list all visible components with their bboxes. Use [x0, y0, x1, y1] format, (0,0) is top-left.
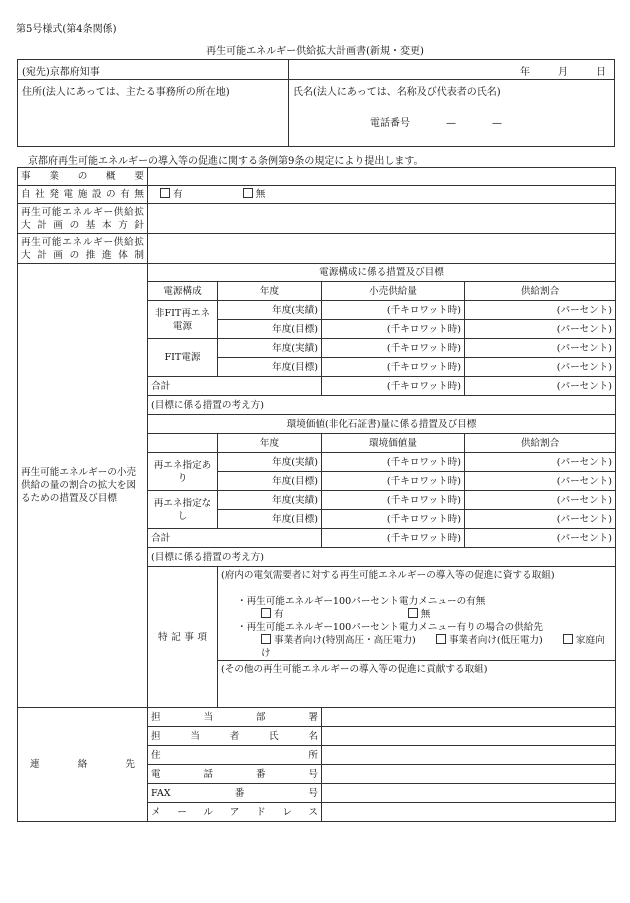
opt3-label: 家庭向け — [261, 635, 605, 659]
opt1-checkbox[interactable] — [261, 634, 271, 644]
special-line2: (その他の再生可能エネルギーの導入等の促進に貢献する取組) — [221, 664, 488, 675]
own-gen-no-checkbox[interactable] — [243, 188, 253, 198]
env-note[interactable]: (目標に係る措置の考え方) — [148, 548, 616, 567]
supply-unit[interactable]: (千キロワット時) — [322, 358, 465, 377]
contact-fax-field[interactable] — [322, 784, 616, 803]
amount-unit[interactable]: (千キロワット時) — [322, 453, 465, 472]
measures-label: 再生可能エネルギーの小売供給の量の割合の拡大を図るための措置及び目標 — [18, 264, 148, 708]
contact-label: 連絡先 — [18, 708, 148, 822]
ratio-unit[interactable]: (パーセント) — [465, 320, 616, 339]
contact-person-label: 担当者氏名 — [148, 727, 322, 746]
env-total-label: 合計 — [148, 529, 322, 548]
own-gen-yes-checkbox[interactable] — [160, 188, 170, 198]
opt2-label: 事業者向け(低圧電力) — [448, 635, 543, 646]
designated-yes-label: 再エネ指定あり — [148, 453, 218, 491]
env-col-ratio: 供給割合 — [465, 434, 616, 453]
year-target[interactable]: 年度(目標) — [218, 320, 322, 339]
promo-system-label: 再生可能エネルギー供給拡大計画の推進体制 — [18, 234, 148, 264]
own-gen-yes-label: 有 — [173, 189, 183, 200]
menu-yes-checkbox[interactable] — [261, 608, 271, 618]
plan-table — [17, 167, 616, 822]
address-label: 住所(法人にあっては、主たる事務所の所在地) — [22, 87, 230, 98]
supply-unit[interactable]: (千キロワット時) — [322, 320, 465, 339]
year-target[interactable]: 年度(目標) — [218, 472, 322, 491]
date-month: 月 — [558, 67, 568, 78]
power-note[interactable]: (目標に係る措置の考え方) — [148, 396, 616, 415]
contact-person-field[interactable] — [322, 727, 616, 746]
col-year: 年度 — [218, 282, 322, 301]
supply-unit[interactable]: (千キロワット時) — [322, 301, 465, 320]
own-gen-label: 自社発電施設の有無 — [18, 186, 148, 204]
menu-yes-label: 有 — [274, 609, 284, 620]
special-field — [218, 567, 616, 708]
col-source: 電源構成 — [148, 282, 218, 301]
ratio-unit[interactable]: (パーセント) — [465, 472, 616, 491]
year-actual[interactable]: 年度(実績) — [218, 453, 322, 472]
amount-unit[interactable]: (千キロワット時) — [322, 472, 465, 491]
contact-dept-label: 担当部署 — [148, 708, 322, 727]
contact-phone-label: 電話番号 — [148, 765, 322, 784]
ratio-unit[interactable]: (パーセント) — [465, 358, 616, 377]
date-field[interactable] — [492, 63, 606, 78]
amount-unit[interactable]: (千キロワット時) — [322, 529, 465, 548]
phone-sep-1: — — [446, 118, 456, 129]
special-line1: (府内の電気需要者に対する再生可能エネルギーの導入等の促進に資する取組) — [221, 570, 555, 581]
phone-sep-2: — — [492, 118, 502, 129]
basic-policy-field[interactable] — [148, 204, 616, 234]
ratio-unit[interactable]: (パーセント) — [465, 510, 616, 529]
ratio-unit[interactable]: (パーセント) — [465, 491, 616, 510]
form-number: 第5号様式(第4条関係) — [16, 24, 117, 35]
contact-email-label: メールアドレス — [148, 803, 322, 822]
addressee: (宛先)京都府知事 — [22, 67, 100, 78]
phone-label: 電話番号 — [370, 118, 410, 129]
special-label: 特記事項 — [148, 567, 218, 708]
own-gen-field — [148, 186, 616, 204]
form-title: 再生可能エネルギー供給拡大計画書(新規・変更) — [206, 46, 424, 57]
year-target[interactable]: 年度(目標) — [218, 358, 322, 377]
non-fit-label: 非FIT再エネ電源 — [148, 301, 218, 339]
env-col-amount: 環境価値量 — [322, 434, 465, 453]
opt2-checkbox[interactable] — [436, 634, 446, 644]
opt1-label: 事業者向け(特別高圧・高圧電力) — [274, 635, 416, 646]
ratio-unit[interactable]: (パーセント) — [465, 529, 616, 548]
year-actual[interactable]: 年度(実績) — [218, 491, 322, 510]
col-supply: 小売供給量 — [322, 282, 465, 301]
own-gen-no-label: 無 — [255, 189, 266, 200]
menu-no-checkbox[interactable] — [408, 608, 418, 618]
contact-dept-field[interactable] — [322, 708, 616, 727]
designated-no-label: 再エネ指定なし — [148, 491, 218, 529]
special-bullet2: ・再生可能エネルギー100パーセント電力メニュー有りの場合の供給先 — [237, 622, 543, 633]
overview-label: 事業の概要 — [18, 168, 148, 186]
env-section-title: 環境価値(非化石証書)量に係る措置及び目標 — [148, 415, 616, 434]
contact-phone-field[interactable] — [322, 765, 616, 784]
contact-fax-label: FAX番号 — [148, 784, 322, 803]
supply-unit[interactable]: (千キロワット時) — [322, 377, 465, 396]
opt3-checkbox[interactable] — [563, 634, 573, 644]
year-actual[interactable]: 年度(実績) — [218, 339, 322, 358]
ratio-unit[interactable]: (パーセント) — [465, 377, 616, 396]
header-box — [17, 59, 615, 147]
amount-unit[interactable]: (千キロワット時) — [322, 491, 465, 510]
phone-field[interactable] — [370, 114, 502, 129]
amount-unit[interactable]: (千キロワット時) — [322, 510, 465, 529]
date-day: 日 — [596, 67, 606, 78]
year-target[interactable]: 年度(目標) — [218, 510, 322, 529]
basic-policy-label: 再生可能エネルギー供給拡大計画の基本方針 — [18, 204, 148, 234]
promo-system-field[interactable] — [148, 234, 616, 264]
power-section-title: 電源構成に係る措置及び目標 — [148, 264, 616, 282]
name-label: 氏名(法人にあっては、名称及び代表者の氏名) — [293, 87, 501, 98]
fit-label: FIT電源 — [148, 339, 218, 377]
supply-unit[interactable]: (千キロワット時) — [322, 339, 465, 358]
contact-email-field[interactable] — [322, 803, 616, 822]
menu-no-label: 無 — [420, 609, 431, 620]
contact-address-label: 住所 — [148, 746, 322, 765]
col-ratio: 供給割合 — [465, 282, 616, 301]
contact-address-field[interactable] — [322, 746, 616, 765]
lead-text: 京都府再生可能エネルギーの導入等の促進に関する条例第9条の規定により提出します。 — [28, 156, 424, 167]
env-col-year: 年度 — [218, 434, 322, 453]
ratio-unit[interactable]: (パーセント) — [465, 453, 616, 472]
special-bullet1: ・再生可能エネルギー100パーセント電力メニューの有無 — [237, 596, 486, 607]
year-actual[interactable]: 年度(実績) — [218, 301, 322, 320]
date-year: 年 — [520, 67, 530, 78]
ratio-unit[interactable]: (パーセント) — [465, 339, 616, 358]
power-total-label: 合計 — [148, 377, 322, 396]
ratio-unit[interactable]: (パーセント) — [465, 301, 616, 320]
overview-field[interactable] — [148, 168, 616, 186]
